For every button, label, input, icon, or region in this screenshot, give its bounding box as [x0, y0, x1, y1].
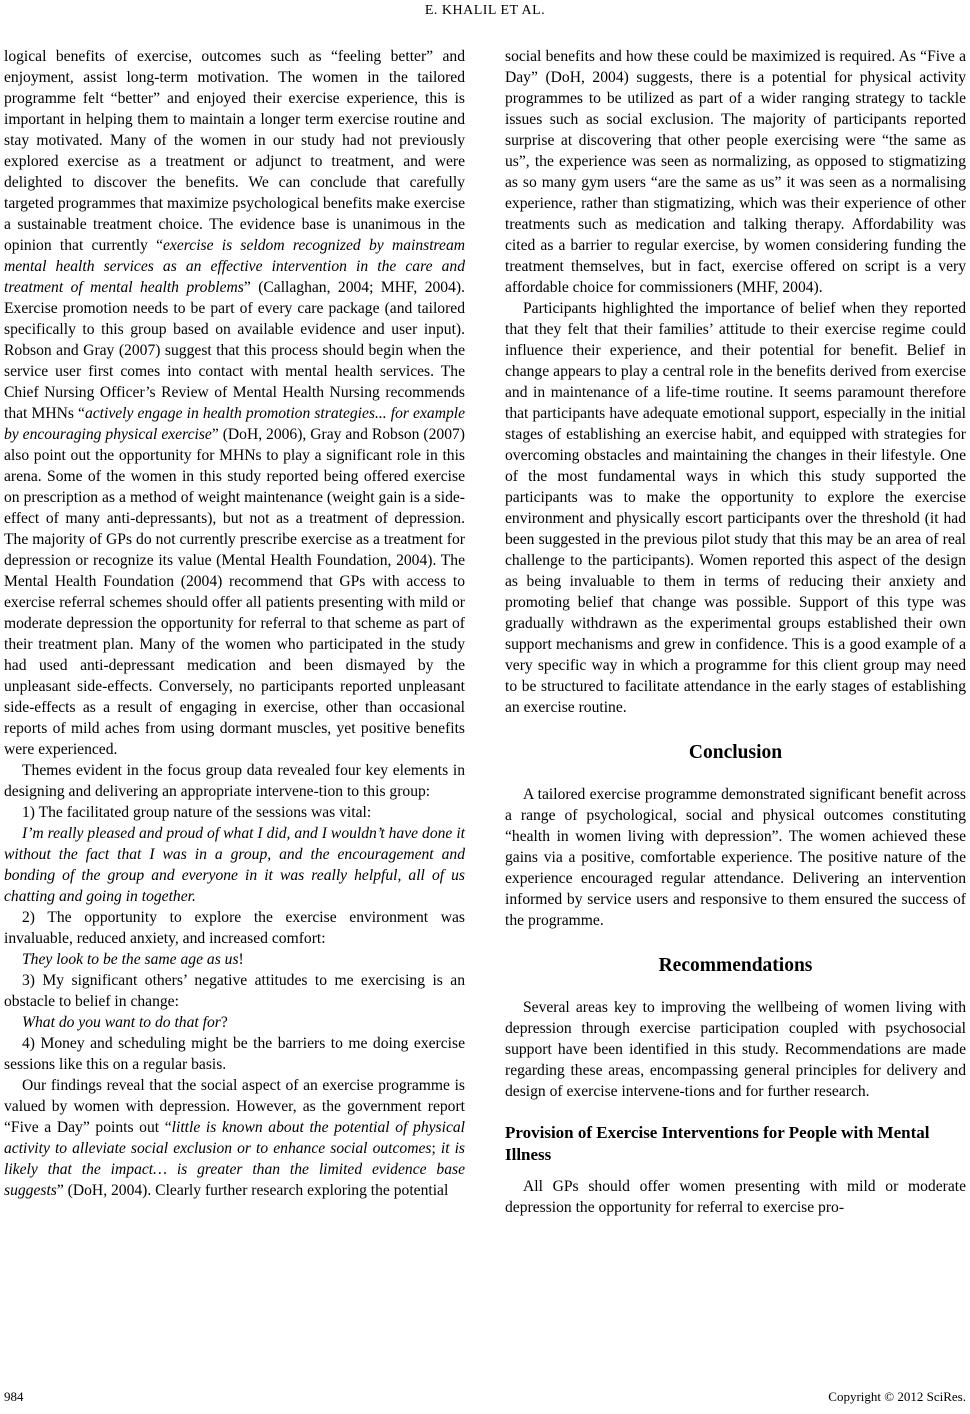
- theme-item-4: 4) Money and scheduling might be the barriers to me doing exercise sessions like this on a regular basis.: [4, 1035, 465, 1073]
- participant-quote: I’m really pleased and proud of what I did, and I wouldn’t have done it without the fact that I was in a group, and the encouragement and bonding of the group and everyone in it was really helpful, all of us chatting and going in together.: [4, 825, 465, 905]
- body-paragraph: [4, 1075, 465, 1201]
- quoted-text: little is known about the potential of physical activity to alleviate social exclusion or to enhance social outcomes: [4, 1119, 465, 1157]
- quote-punctuation: ?: [220, 1014, 228, 1031]
- quoted-text: it is likely that the impact… is greater than the limited evidence base suggests: [4, 1140, 465, 1199]
- paragraph-text: ” (DoH, 2006), Gray and Robson (2007) also point out the opportunity for MHNs to play a significant role in this arena. Some of the women in this study reported being offered exercise on prescription as a method of weight maintenance (weight gain is a side-effect of many anti-depressants), but not as a treatment of depression. The majority of GPs do not currently prescribe exercise as a treatment for depression or recognize its value (Mental Health Foundation, 2004). The Mental Health Foundation (2004) recommend that GPs with access to exercise referral schemes should offer all patients presenting with mild or moderate depression the opportunity for referral to that scheme as part of their treatment plan. Many of the women who participated in the study had used anti-depressant medication and been dismayed by the unpleasant side-effects. Conversely, no participants reported unpleasant side-effects as a result of engaging in exercise, other than occasional reports of mild aches from using dormant muscles, yet positive benefits were experienced.: [4, 426, 465, 758]
- theme-item-1: 1) The facilitated group nature of the sessions was vital:: [22, 804, 372, 821]
- subsection-heading: Provision of Exercise Interventions for People with Mental Illness: [505, 1123, 930, 1164]
- paragraph-text: ;: [431, 1140, 441, 1157]
- section-heading-recommendations: Recommendations: [658, 955, 813, 976]
- paragraph-text: Our findings reveal that the social aspect of an exercise programme is valued by women with depression. However, as the government report “Five a Day” points out “: [4, 1077, 465, 1136]
- quoted-text: exercise is seldom recognized by mainstream mental health services as an effective intervention in the care and treatment of mental health problems: [4, 237, 465, 296]
- page-number: 984: [4, 1389, 24, 1404]
- body-paragraph: social benefits and how these could be maximized is required. As “Five a Day” (DoH, 2004) suggests, there is a potential for physical activity programmes to be utilized as part of a wider ranging strategy to tackle issues such as social exclusion. The majority of participants reported surprise at discovering that other people exercising were “the same as us”, the experience was seen as normalizing, as opposed to stigmatizing as so many gym users “are the same as us” it was seen as a normalising experience, rather than stigmatizing, which was their experience of other treatments such as medication and talking therapy. Affordability was cited as a barrier to regular exercise, by women considering funding the treatment themselves, but in fact, exercise offered on script is a very affordable choice for commissioners (MHF, 2004).: [505, 48, 966, 296]
- paragraph-text: ” (Callaghan, 2004; MHF, 2004). Exercise promotion needs to be part of every care package (and tailored specifically to this group based on available evidence and user input). Robson and Gray (2007) suggest that this process should begin when the service user first comes into contact with mental health services. The Chief Nursing Officer’s Review of Mental Health Nursing recommends that MHNs “: [4, 279, 465, 422]
- participant-quote: [4, 1012, 465, 1033]
- quote-text: They look to be the same age as us: [22, 951, 239, 968]
- theme-item-2: 2) The opportunity to explore the exercise environment was invaluable, reduced anxiety, and increased comfort:: [4, 909, 465, 947]
- participant-quote: [4, 949, 465, 970]
- body-paragraph: Participants highlighted the importance of belief when they reported that they felt that their families’ attitude to their exercise regime could influence their experience, and their potential for benefit. Belief in change appears to play a central role in the benefits derived from exercise and in maintenance of a life-time routine. It seems paramount therefore that participants have adequate emotional support, especially in the initial stages of establishing an exercise habit, and equipped with strategies for overcoming obstacles and maintaining the changes in their lifestyle. One of the most fundamental ways in which this study supported the participants was to make the opportunity to explore the exercise environment and physically escort participants over the threshold (it had been suggested in the previous pilot study that this may be an area of real challenge to the participants). Women reported this aspect of the design as being invaluable to them in terms of reducing their anxiety and promoting belief that change was possible. Support of this type was gradually withdrawn as the experimental groups established their own support mechanisms and grew in confidence. This is a good example of a very specific way in which a programme for this client group may need to be structured to facilitate attendance in the early stages of establishing an exercise routine.: [505, 300, 966, 716]
- right-column: [505, 46, 966, 1218]
- section-heading-conclusion: Conclusion: [688, 742, 783, 763]
- quoted-text: actively engage in health promotion strategies... for example by encouraging physical exercise: [4, 405, 466, 443]
- copyright-notice: Copyright © 2012 SciRes.: [828, 1389, 966, 1404]
- paragraph-text: ” (DoH, 2004). Clearly further research exploring the potential: [56, 1182, 449, 1199]
- left-column: [4, 46, 465, 1201]
- quote-punctuation: !: [238, 951, 244, 968]
- recommendations-paragraph: Several areas key to improving the wellbeing of women living with depression through exercise participation coupled with psychosocial support have been identified in this study. Recommendations are made regarding these areas, encompassing general principles for delivery and design of exercise intervene-tions and for further research.: [505, 999, 966, 1100]
- body-paragraph: All GPs should offer women presenting with mild or moderate depression the opportunity for referral to exercise pro-: [505, 1178, 966, 1216]
- paragraph-text: logical benefits of exercise, outcomes such as “feeling better” and enjoyment, assist long-term motivation. The women in the tailored programme felt “better” and enjoyed their exercise experience, this is important in helping them to maintain a longer term exercise routine and stay motivated. Many of the women in our study had not previously explored exercise as a treatment or adjunct to treatment, and were delighted to discover the benefits. We can conclude that carefully targeted programmes that maximize psychological benefits make exercise a sustainable treatment choice. The evidence base is unanimous in the opinion that currently “: [4, 48, 465, 254]
- quote-text: What do you want to do that for: [22, 1014, 221, 1031]
- body-paragraph: [4, 46, 465, 760]
- conclusion-paragraph: A tailored exercise programme demonstrated significant benefit across a range of psychological, social and physical outcomes constituting “health in women living with depression”. The women achieved these gains via a positive, comfortable experience. The positive nature of the experience encouraged regular attendance. Delivering an intervention informed by service users and responsive to them ensured the success of the programme.: [505, 786, 966, 929]
- running-head: E. KHALIL ET AL.: [424, 3, 546, 18]
- body-paragraph: Themes evident in the focus group data revealed four key elements in designing and delivering an appropriate intervene-tion to this group:: [4, 762, 465, 800]
- theme-item-3: 3) My significant others’ negative attitudes to me exercising is an obstacle to belief in change:: [4, 972, 465, 1010]
